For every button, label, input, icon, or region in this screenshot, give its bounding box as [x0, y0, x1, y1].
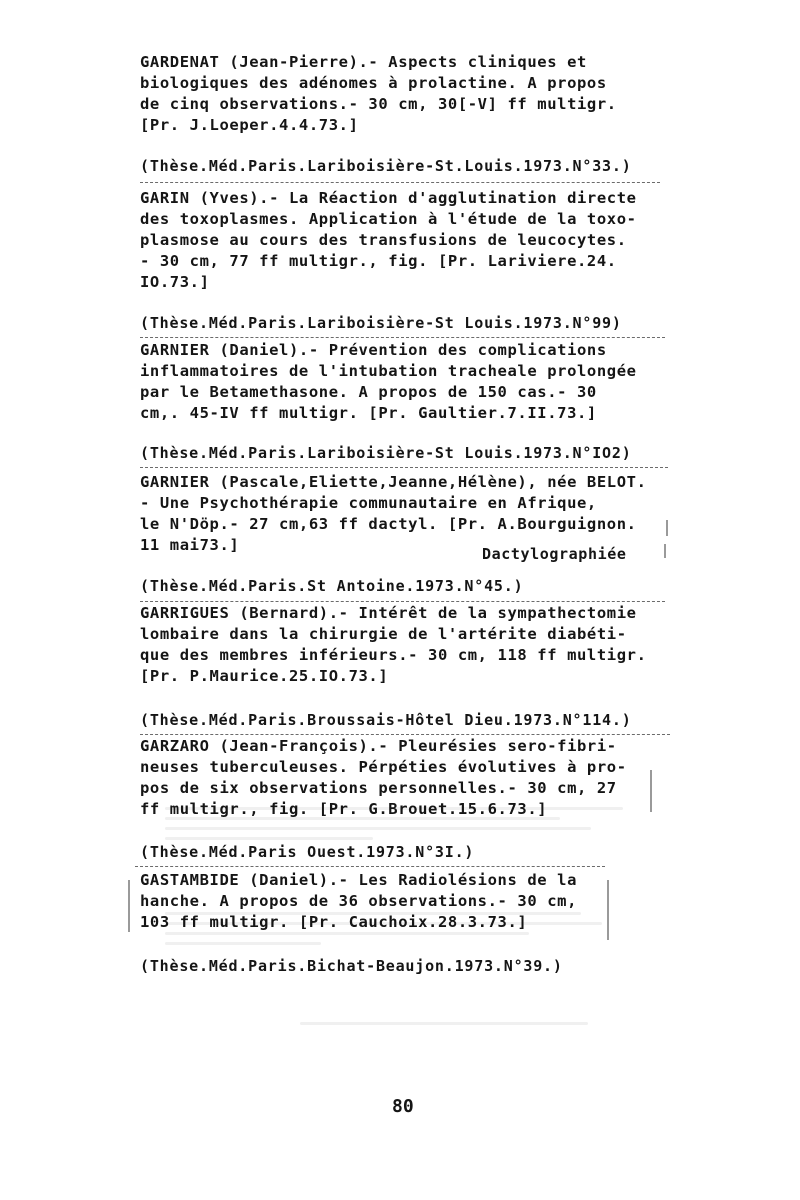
entry-line: GARRIGUES (Bernard).- Intérêt de la sympathectomie [140, 604, 637, 622]
entry-line: ff multigr., fig. [Pr. G.Brouet.15.6.73.] [140, 800, 548, 818]
card-edge-mark [607, 880, 609, 940]
catalog-entry [140, 870, 680, 933]
separator-rule [135, 866, 605, 867]
entry-line: des toxoplasmes. Application à l'étude de la toxo- [140, 210, 637, 228]
card-edge-mark [128, 880, 130, 932]
entry-line: inflammatoires de l'intubation tracheale prolongée [140, 362, 637, 380]
separator-rule [140, 467, 668, 468]
entry-line: GARDENAT (Jean-Pierre).- Aspects cliniques et [140, 53, 587, 71]
entry-line: 103 ff multigr. [Pr. Cauchoix.28.3.73.] [140, 913, 528, 931]
catalog-entry [140, 603, 680, 687]
separator-rule [140, 182, 660, 183]
entry-line: plasmose au cours des transfusions de leucocytes. [140, 231, 627, 249]
entry-line: hanche. A propos de 36 observations.- 30 cm, [140, 892, 577, 910]
entry-line: IO.73.] [140, 273, 210, 291]
entry-line: lombaire dans la chirurgie de l'artérite diabéti- [140, 625, 627, 643]
catalog-entry [140, 52, 680, 136]
catalog-entry [140, 472, 680, 556]
entry-line: GARNIER (Pascale,Eliette,Jeanne,Hélène), née BELOT. [140, 473, 647, 491]
entry-line: - Une Psychothérapie communautaire en Afrique, [140, 494, 597, 512]
separator-rule [140, 601, 665, 602]
entry-line: pos de six observations personnelles.- 30 cm, 27 [140, 779, 617, 797]
entry-line: cm,. 45-IV ff multigr. [Pr. Gaultier.7.II.73.] [140, 404, 597, 422]
entry-line: que des membres inférieurs.- 30 cm, 118 ff multigr. [140, 646, 647, 664]
thesis-citation: (Thèse.Méd.Paris.Broussais-Hôtel Dieu.1973.N°114.) [140, 711, 632, 729]
catalog-entry [140, 736, 680, 820]
entry-line: GARNIER (Daniel).- Prévention des complications [140, 341, 607, 359]
page-number: 80 [392, 1096, 414, 1117]
card-edge-mark [650, 770, 652, 812]
entry-line: le N'Döp.- 27 cm,63 ff dactyl. [Pr. A.Bourguignon. [140, 515, 637, 533]
entry-line: [Pr. P.Maurice.25.IO.73.] [140, 667, 389, 685]
entry-line: biologiques des adénomes à prolactine. A propos [140, 74, 607, 92]
entry-line: GASTAMBIDE (Daniel).- Les Radiolésions de la [140, 871, 577, 889]
card-edge-mark [664, 544, 666, 558]
entry-line: GARIN (Yves).- La Réaction d'agglutination directe [140, 189, 637, 207]
card-edge-mark [666, 520, 668, 536]
separator-rule [140, 337, 665, 338]
separator-rule [140, 734, 670, 735]
thesis-citation: (Thèse.Méd.Paris.Lariboisière-St.Louis.1973.N°33.) [140, 157, 632, 175]
thesis-citation: (Thèse.Méd.Paris.Lariboisière-St Louis.1973.N°99) [140, 314, 622, 332]
thesis-citation: (Thèse.Méd.Paris Ouest.1973.N°3I.) [140, 843, 475, 861]
bleed-through-text [300, 1015, 620, 1032]
thesis-citation: (Thèse.Méd.Paris.St Antoine.1973.N°45.) [140, 577, 524, 595]
entry-line: [Pr. J.Loeper.4.4.73.] [140, 116, 359, 134]
thesis-citation: (Thèse.Méd.Paris.Bichat-Beaujon.1973.N°39.) [140, 957, 563, 975]
thesis-citation: (Thèse.Méd.Paris.Lariboisière-St Louis.1973.N°IO2) [140, 444, 632, 462]
entry-line: de cinq observations.- 30 cm, 30[-V] ff multigr. [140, 95, 617, 113]
catalog-entry [140, 188, 680, 293]
entry-line: neuses tuberculeuses. Pérpéties évolutives à pro- [140, 758, 627, 776]
handwritten-annotation: Dactylographiée [482, 545, 627, 563]
entry-line: par le Betamethasone. A propos de 150 cas.- 30 [140, 383, 597, 401]
entry-line: GARZARO (Jean-François).- Pleurésies sero-fibri- [140, 737, 617, 755]
entry-line: - 30 cm, 77 ff multigr., fig. [Pr. Lariviere.24. [140, 252, 617, 270]
entry-line: 11 mai73.] [140, 536, 240, 554]
catalog-entry [140, 340, 680, 424]
